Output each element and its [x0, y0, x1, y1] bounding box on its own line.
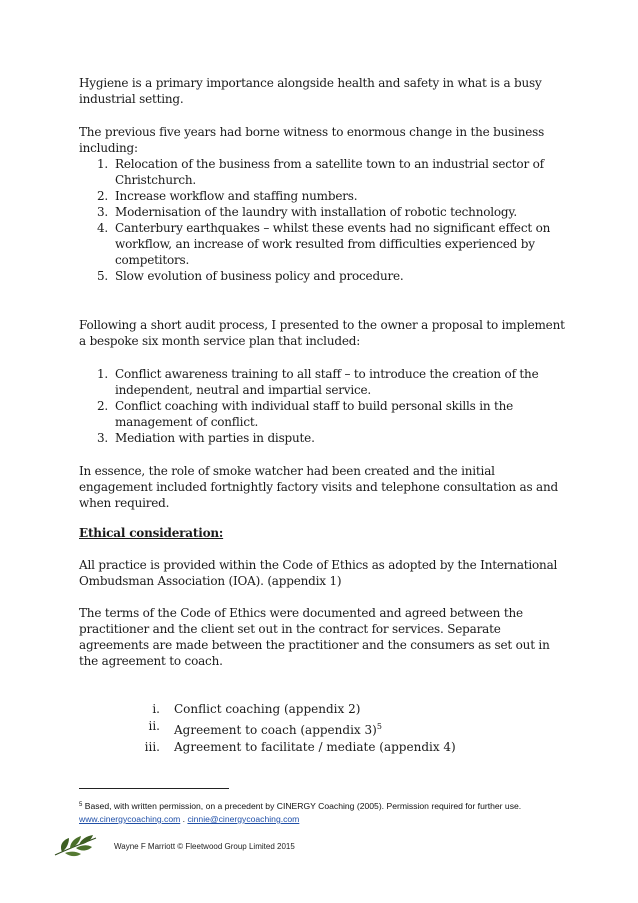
list-item	[120, 701, 480, 718]
list-text: Agreement to facilitate / mediate (appendix 4)	[174, 740, 456, 754]
list-item	[79, 366, 569, 398]
email-link[interactable]: cinnie@cinergycoaching.com	[187, 814, 300, 824]
paragraph-five-years	[79, 124, 569, 156]
footnote	[79, 799, 569, 826]
list-item	[120, 739, 480, 756]
ethics-terms-text: The terms of the Code of Ethics were documented and agreed between the practitioner and the client set out in the contract for services. Separate agreements are made between the practitioner and the consumers as set out in the agreement to coach.	[79, 606, 550, 668]
paragraph-audit	[79, 317, 569, 349]
paragraph-essence	[79, 463, 569, 511]
paragraph-ethics-intro	[79, 557, 569, 589]
section-heading: Ethical consideration:	[79, 526, 224, 540]
paragraph-intro	[79, 75, 569, 107]
list-number: 2.	[97, 189, 109, 203]
list-text: Mediation with parties in dispute.	[115, 431, 315, 445]
list-item	[79, 156, 569, 188]
list-item	[79, 268, 569, 284]
list-text: Conflict coaching with individual staff to build personal skills in the management of conflict.	[115, 399, 514, 429]
list-number: iii.	[144, 740, 160, 754]
olive-leaf-logo-icon	[52, 833, 98, 859]
ethical-heading-block	[79, 525, 569, 541]
list-text: Slow evolution of business policy and procedure.	[115, 269, 404, 283]
plan-list	[79, 366, 569, 446]
footnote-text: Based, with written permission, on a precedent by CINERGY Coaching (2005). Permission required for further use.	[84, 801, 522, 811]
list-number: 3.	[97, 431, 109, 445]
list-text: Modernisation of the laundry with installation of robotic technology.	[115, 205, 517, 219]
five-years-text: The previous five years had borne witness to enormous change in the business including:	[79, 125, 545, 155]
list-number: 5.	[97, 269, 109, 283]
list-item	[79, 398, 569, 430]
website-link[interactable]: www.cinergycoaching.com	[79, 814, 181, 824]
list-number: 1.	[97, 157, 109, 171]
list-number: 2.	[97, 399, 109, 413]
list-number: ii.	[148, 719, 160, 733]
list-item	[79, 220, 569, 268]
footer-copyright: Wayne F Marriott © Fleetwood Group Limited 2015	[114, 842, 295, 851]
changes-list	[79, 156, 569, 284]
audit-text: Following a short audit process, I presented to the owner a proposal to implement a bespoke six month service plan that included:	[79, 318, 565, 348]
list-number: 4.	[97, 221, 109, 235]
ethics-intro-text: All practice is provided within the Code of Ethics as adopted by the International Ombudsman Association (IOA). (appendix 1)	[79, 558, 558, 588]
footnote-divider	[79, 788, 229, 789]
footnote-marker: 5	[79, 802, 83, 808]
list-number: i.	[152, 702, 160, 716]
list-item	[79, 430, 569, 446]
footnote-separator: .	[182, 814, 186, 824]
paragraph-ethics-terms	[79, 605, 569, 669]
essence-text: In essence, the role of smoke watcher had been created and the initial engagement included fortnightly factory visits and telephone consultation as and when required.	[79, 464, 559, 510]
list-item	[79, 188, 569, 204]
list-text: Increase workflow and staffing numbers.	[115, 189, 358, 203]
list-text: Agreement to coach (appendix 3)	[174, 723, 377, 737]
list-item	[79, 204, 569, 220]
list-text: Relocation of the business from a satellite town to an industrial sector of Christchurch.	[115, 157, 544, 187]
appendix-list	[120, 701, 480, 756]
list-number: 3.	[97, 205, 109, 219]
list-item	[120, 718, 480, 739]
intro-text: Hygiene is a primary importance alongside health and safety in what is a busy industrial setting.	[79, 76, 542, 106]
list-text: Canterbury earthquakes – whilst these events had no significant effect on workflow, an increase of work resulted from difficulties experienced by competitors.	[115, 221, 551, 267]
footnote-reference[interactable]: 5	[376, 722, 382, 731]
list-number: 1.	[97, 367, 109, 381]
list-text: Conflict awareness training to all staff – to introduce the creation of the independent, neutral and impartial service.	[115, 367, 539, 397]
list-text: Conflict coaching (appendix 2)	[174, 702, 361, 716]
